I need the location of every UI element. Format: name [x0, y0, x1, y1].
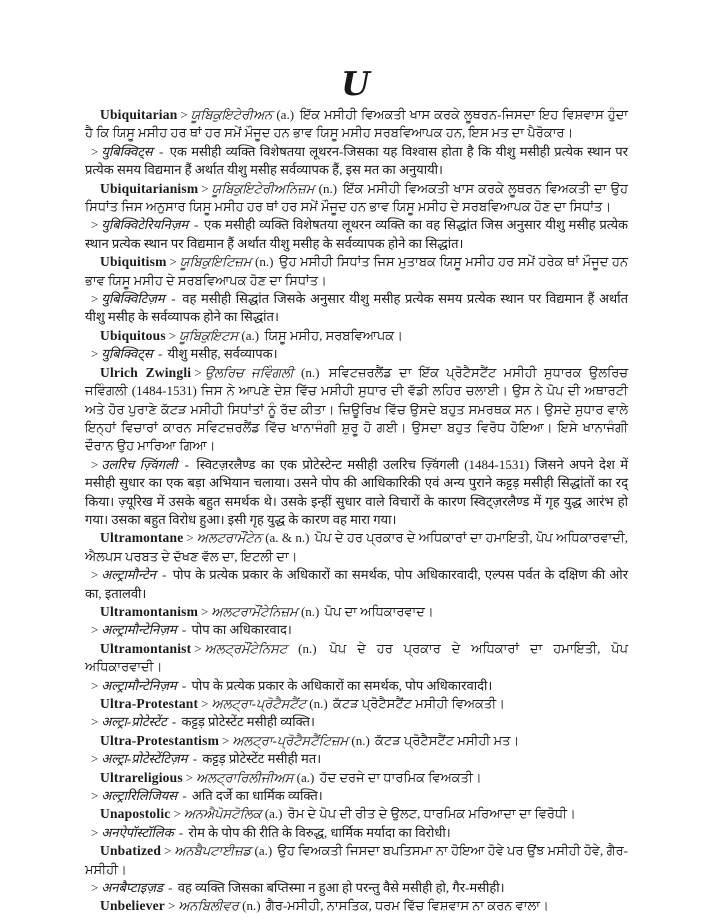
- dash-separator: -: [157, 346, 163, 362]
- greater-than-separator: >: [222, 732, 230, 748]
- definition-punjabi: ਕੱਟੜ ਪ੍ਰੋਟੈਸਟੈਂਟ ਮਸੀਹੀ ਮਤ।: [375, 732, 520, 748]
- entry-headword: Ultramontanist: [100, 640, 192, 656]
- definition-punjabi: ਪੋਪ ਦਾ ਅਧਿਕਾਰਵਾਦ।: [324, 603, 434, 619]
- dictionary-entry: [85, 106, 628, 180]
- definition-hindi: कट्टड़ प्रोटेस्टेंट मसीही मत।: [202, 751, 322, 767]
- entry-transliteration-punjabi: ਅਨਬਿਲੀਵਰ: [178, 898, 239, 914]
- entry-headword: Ubiquitarian: [100, 107, 178, 122]
- definition-punjabi: ਕੱਟੜ ਪ੍ਰੋਟੈਸਟੈਂਟ ਮਸੀਹੀ ਵਿਅਕਤੀ।: [332, 696, 505, 711]
- greater-than-separator: >: [186, 530, 194, 546]
- dictionary-entry: [85, 253, 628, 327]
- greater-than-separator: >: [201, 180, 209, 196]
- dictionary-entry: [85, 180, 628, 254]
- greater-than-separator: >: [91, 291, 99, 307]
- entry-headword: Ubiquitous: [100, 327, 166, 343]
- dictionary-entry: [85, 327, 628, 364]
- definition-hindi: पोप के प्रत्येक प्रकार के अधिकारों का समर्थक, पोप अधिकारवादी, एल्पस पर्वत के दक्षिण की ओर का, इतालवी।: [85, 567, 629, 601]
- entry-transliteration-hindi: युबिक्विट्स: [101, 143, 153, 159]
- entry-main-line: [85, 897, 628, 915]
- dash-separator: -: [171, 714, 177, 730]
- entry-transliteration-hindi: अल्ट्रामौन्टेनिज़म: [101, 677, 177, 693]
- entry-headword: Ultramontane: [100, 530, 184, 546]
- entry-transliteration-punjabi: ਅਨਬੈਪਟਾਈਜ਼ਡ: [174, 843, 252, 859]
- definition-hindi: पोप के प्रत्येक प्रकार के अधिकारों का समर्थक, पोप अधिकारवादी।: [191, 677, 493, 693]
- greater-than-separator: >: [91, 880, 99, 896]
- entry-main-line: [85, 769, 628, 787]
- definition-punjabi: ਯਿਸੂ ਮਸੀਹ, ਸਰਬਵਿਆਪਕ।: [264, 327, 403, 343]
- dictionary-entry: [85, 603, 628, 640]
- entry-main-line: [85, 603, 628, 621]
- entry-headword: Unapostolic: [100, 806, 171, 822]
- entry-transliteration-hindi: अल्ट्रा-प्रोटेस्टेंट: [101, 714, 167, 730]
- entry-transliteration-punjabi: ਉਲਰਿਚ ਜਵਿੰਗਲੀ: [204, 364, 294, 380]
- greater-than-separator: >: [201, 603, 209, 619]
- definition-punjabi: ਗੈਰ-ਮਸੀਹੀ, ਨਾਸਤਿਕ, ਧਰਮ ਵਿੱਚ ਵਿਸ਼ਵਾਸ ਨਾ ਕਰਨ ਵਾਲਾ।: [265, 898, 549, 914]
- entry-main-line: [85, 253, 628, 290]
- entry-transliteration-punjabi: ਅਲਟ੍ਰਾਰਿਲੀਜੀਅਸ: [196, 769, 294, 785]
- part-of-speech-label: (a. & n.): [265, 530, 310, 546]
- greater-than-separator: >: [91, 824, 99, 840]
- dictionary-entry: [85, 364, 628, 530]
- dash-separator: -: [162, 567, 167, 583]
- greater-than-separator: >: [169, 254, 177, 270]
- greater-than-separator: >: [91, 346, 99, 362]
- entry-headword: Ultrareligious: [100, 769, 183, 785]
- definition-punjabi: ਪੋਪ ਦੇ ਹਰ ਪ੍ਰਕਾਰ ਦੇ ਅਧਿਕਾਰਾਂ ਦਾ ਹਮਾਇਤੀ, ਪੋਪ ਅਧਿਕਾਰਵਾਦੀ, ਐਲਪਸ ਪਰਬਤ ਦੇ ਦੱਖਣ ਵੱਲ ਦਾ, ਇਟਲੀ ਦਾ।: [85, 530, 628, 564]
- section-letter-heading: U: [341, 64, 370, 103]
- entry-main-line: [85, 180, 628, 217]
- entry-headword: Ultra-Protestantism: [100, 732, 220, 748]
- dash-separator: -: [182, 788, 187, 804]
- entry-hindi-line: [85, 677, 628, 695]
- greater-than-separator: >: [91, 714, 99, 730]
- dash-separator: -: [181, 622, 187, 638]
- definition-hindi: एक मसीही व्यक्ति विशेषतया लूथरन-जिसका यह विश्वास होता है कि यीशु मसीही प्रत्येक स्थान पर प्रत्येक समय विद्यमान हैं अर्थात यीशु मसीह सर्वव्यापक हैं, इस मत का अनुयायी।: [85, 143, 629, 178]
- entry-hindi-line: [85, 713, 628, 731]
- entry-headword: Ultra-Protestant: [100, 696, 199, 711]
- dictionary-entry: [85, 529, 628, 603]
- entry-main-line: [85, 529, 628, 566]
- definition-hindi: एक मसीही व्यक्ति विशेषतया लूथरन व्यक्ति का वह सिद्धांत जिस अनुसार यीशु मसीह प्रत्येक स्थान प्रत्येक स्थान पर विद्यमान हैं अर्थात यीशु मसीह के सर्वव्यापक होने का सिद्धांत।: [85, 217, 629, 251]
- dictionary-entry: [85, 695, 628, 732]
- greater-than-separator: >: [180, 107, 188, 122]
- greater-than-separator: >: [201, 696, 209, 711]
- entry-hindi-line: [85, 290, 628, 327]
- dash-separator: -: [171, 291, 176, 307]
- entry-transliteration-punjabi: ਅਲਟ੍ਰਮੌਂਟੇਨਿਸਟ: [204, 640, 288, 656]
- entry-main-line: [85, 327, 628, 345]
- part-of-speech-label: (n.): [242, 898, 261, 914]
- greater-than-separator: >: [91, 788, 99, 804]
- part-of-speech-label: (n.): [309, 696, 328, 711]
- entry-main-line: [85, 805, 628, 823]
- part-of-speech-label: (a.): [241, 327, 260, 343]
- entry-transliteration-hindi: युबिक्विट्स: [101, 346, 153, 362]
- entry-transliteration-hindi: युबिक्विटिज़म: [101, 291, 165, 307]
- definition-hindi: कट्टड़ प्रोटेस्टेंट मसीही व्यक्ति।: [181, 714, 315, 730]
- dictionary-entry: [85, 769, 628, 806]
- greater-than-separator: >: [185, 769, 194, 785]
- definition-punjabi: ਪੋਪ ਦੇ ਹਰ ਪ੍ਰਕਾਰ ਦੇ ਅਧਿਕਾਰਾਂ ਦਾ ਹਮਾਇਤੀ, ਪੋਪ ਅਧਿਕਾਰਵਾਦੀ।: [85, 640, 629, 675]
- entry-transliteration-hindi: अल्ट्रामौन्टेनिज़म: [101, 622, 177, 638]
- part-of-speech-label: (a.): [276, 107, 295, 122]
- entry-main-line: [85, 732, 628, 750]
- entry-main-line: [85, 106, 628, 143]
- dash-separator: -: [181, 677, 187, 693]
- entry-hindi-line: [85, 345, 628, 363]
- entry-transliteration-hindi: उलरिच ज़्विंगली: [101, 456, 178, 472]
- definition-hindi: वह व्यक्ति जिसका बप्तिस्मा न हुआ हो परन्तु वैसे मसीही हो, गैर-मसीही।: [177, 880, 505, 896]
- entry-transliteration-hindi: अल्ट्रा-प्रोटेस्टेंटिज़म: [101, 751, 188, 767]
- entry-headword: Ubiquitarianism: [100, 180, 199, 196]
- part-of-speech-label: (n.): [318, 180, 338, 196]
- greater-than-separator: >: [168, 898, 176, 914]
- dash-separator: -: [192, 751, 198, 767]
- dictionary-entry: [85, 732, 628, 769]
- entry-headword: Ubiquitism: [100, 254, 167, 270]
- entry-transliteration-hindi: अनऐपॉस्टॉलिक: [101, 824, 174, 840]
- definition-punjabi: ਉਹ ਮਸੀਹੀ ਸਿਧਾਂਤ ਜਿਸ ਮੁਤਾਬਕ ਯਿਸੂ ਮਸੀਹ ਹਰ ਸਮੇਂ ਹਰੇਕ ਥਾਂ ਮੌਜੂਦ ਹਨ ਭਾਵ ਯਿਸੂ ਮਸੀਹ ਦੇ ਸਰਬਵਿਆਪਕ ਹੋਣ ਦਾ ਸਿਧਾਂਤ।: [85, 254, 629, 288]
- dash-separator: -: [193, 217, 199, 233]
- entry-transliteration-hindi: युबिक्विटेरियनिज़म: [101, 217, 189, 233]
- entry-headword: Ulrich Zwingli: [100, 364, 192, 380]
- entry-hindi-line: [85, 787, 628, 805]
- part-of-speech-label: (n.): [300, 603, 320, 619]
- greater-than-separator: >: [91, 456, 99, 472]
- entry-hindi-line: [85, 566, 628, 603]
- definition-hindi: रोम के पोप की रीति के विरुद्ध, धार्मिक मर्यादा का विरोधी।: [188, 824, 451, 840]
- entry-transliteration-punjabi: ਯੂਬਿਕੁਇਟਿਜ਼ਮ: [179, 254, 252, 270]
- entry-main-line: [85, 364, 628, 456]
- entry-main-line: [85, 640, 628, 677]
- greater-than-separator: >: [173, 806, 181, 822]
- entry-hindi-line: [85, 750, 628, 768]
- dash-separator: -: [178, 824, 184, 840]
- entry-main-line: [85, 695, 628, 713]
- dictionary-entry: [85, 805, 628, 842]
- definition-hindi: स्विटज़रलैण्ड का एक प्रोटेस्टेन्ट मसीही उलरिच ज़्विंगली (1484-1531) जिसने अपने देश में मसीही सुधार का एक बड़ा अभियान चलाया। उसने पोप की आधिकारिकी एवं अन्य पुराने कट्टड़ मसीही सिद्धांतों का रद् किया। ज़्यूरिख में उसके बहुत समर्थक थे। उसके इन्हीं सुधार वाले विचारों के कारण स्विट्ज़रलैण्ड में गृह युद्ध आरंभ हो गया। उसका बहुत विरोध हुआ। इसी गृह युद्ध के कारण वह मारा गया।: [85, 456, 628, 527]
- definition-hindi: वह मसीही सिद्धांत जिसके अनुसार यीशु मसीह प्रत्येक समय प्रत्येक स्थान पर विद्यमान हैं अर्थात यीशु मसीह के सर्वव्यापक होने का सिद्धांत।: [85, 291, 629, 325]
- part-of-speech-label: (a.): [296, 769, 315, 785]
- entry-transliteration-punjabi: ਅਨਐਪੋਸਟੋਲਿਕ: [183, 806, 262, 822]
- entry-transliteration-punjabi: ਯੂਬਿਕੁਇਟੇਰੀਅਨ: [190, 107, 273, 122]
- dictionary-entry: [85, 640, 628, 695]
- entry-transliteration-hindi: अनबैप्टाइज़ड: [101, 880, 163, 896]
- entry-hindi-line: [85, 456, 628, 530]
- greater-than-separator: >: [91, 567, 99, 583]
- definition-punjabi: ਹੱਦ ਦਰਜੇ ਦਾ ਧਾਰਮਿਕ ਵਿਅਕਤੀ।: [319, 769, 482, 785]
- definition-punjabi: ਉਹ ਵਿਅਕਤੀ ਜਿਸਦਾ ਬਪਤਿਸਮਾ ਨਾ ਹੋਇਆ ਹੋਵੇ ਪਰ ਉਂਝ ਮਸੀਹੀ ਹੋਵੇ, ਗੈਰ-ਮਸੀਹੀ।: [85, 843, 628, 877]
- definition-punjabi: ਸਵਿਟਜ਼ਰਲੈਂਡ ਦਾ ਇੱਕ ਪ੍ਰੋਟੈਸਟੈਂਟ ਮਸੀਹੀ ਸੁਧਾਰਕ ਉਲਰਿਚ ਜਵਿੰਗਲੀ (1484-1531) ਜਿਸ ਨੇ ਆਪਣੇ ਦੇਸ਼ ਵਿੱਚ ਮਸੀਹੀ ਸੁਧਾਰ ਦੀ ਵੱਡੀ ਲਹਿਰ ਚਲਾਈ। ਉਸ ਨੇ ਪੋਪ ਦੀ ਅਥਾਰਟੀ ਅਤੇ ਹੋਰ ਪੁਰਾਣੇ ਕੱਟੜ ਮਸੀਹੀ ਸਿਧਾਂਤਾਂ ਨੂੰ ਰੱਦ ਕੀਤਾ। ਜ਼ਿਊਰਿਖ ਵਿੱਚ ਉਸਦੇ ਬਹੁਤ ਸਮਰਥਕ ਸਨ। ਉਸਦੇ ਸੁਧਾਰ ਵਾਲੇ ਇਨ੍ਹਾਂ ਵਿਚਾਰਾਂ ਕਾਰਨ ਸਵਿਟਜ਼ਰਲੈਂਡ ਵਿੱਚ ਖਾਨਾਜੰਗੀ ਸ਼ੁਰੂ ਹੋ ਗਈ। ਉਸਦਾ ਬਹੁਤ ਵਿਰੋਧ ਹੋਇਆ। ਇਸੇ ਖਾਨਾਜੰਗੀ ਦੌਰਾਨ ਉਹ ਮਾਰਿਆ ਗਿਆ।: [85, 364, 629, 454]
- entry-hindi-line: [85, 216, 628, 253]
- part-of-speech-label: (n.): [298, 640, 317, 656]
- entry-transliteration-punjabi: ਅਲਟਰਾਮੌਂਟੇਨ: [196, 530, 262, 546]
- entry-transliteration-hindi: अल्ट्रामौन्टेन: [101, 567, 156, 583]
- entry-transliteration-punjabi: ਅਲਟ੍ਰਾ-ਪ੍ਰੋਟੈਸਟੈਂਟਿਜ਼ਮ: [232, 732, 349, 748]
- dictionary-entry: [85, 842, 628, 897]
- part-of-speech-label: (n.): [351, 732, 370, 748]
- part-of-speech-label: (n.): [301, 364, 320, 380]
- part-of-speech-label: (a.): [254, 843, 273, 859]
- dash-separator: -: [159, 143, 164, 159]
- greater-than-separator: >: [91, 751, 99, 767]
- entry-transliteration-punjabi: ਯੂਬਿਕੁਇਟਸ: [179, 327, 239, 343]
- entry-transliteration-punjabi: ਅਲਟਰਾਮੌਂਟੇਨਿਜ਼ਮ: [211, 603, 298, 619]
- greater-than-separator: >: [194, 364, 202, 380]
- greater-than-separator: >: [168, 327, 177, 343]
- entry-transliteration-hindi: अल्ट्रारिलिजियस: [101, 788, 178, 804]
- definition-hindi: अति दर्जे का धार्मिक व्यक्ति।: [191, 788, 323, 804]
- greater-than-separator: >: [194, 640, 202, 656]
- entry-transliteration-punjabi: ਯੂਬਿਕੁਇਟੇਰੀਅਨਿਜ਼ਮ: [211, 180, 315, 196]
- definition-punjabi: ਇੱਕ ਮਸੀਹੀ ਵਿਅਕਤੀ ਖਾਸ ਕਰਕੇ ਲੂਥਰਨ-ਜਿਸਦਾ ਇਹ ਵਿਸ਼ਵਾਸ ਹੁੰਦਾ ਹੈ ਕਿ ਯਿਸੂ ਮਸੀਹ ਹਰ ਥਾਂ ਹਰ ਸਮੇਂ ਮੌਜੂਦ ਹਨ ਭਾਵ ਯਿਸੂ ਮਸੀਹ ਸਰਬਵਿਆਪਕ ਹਨ, ਇਸ ਮਤ ਦਾ ਪੈਰੋਕਾਰ।: [85, 107, 629, 141]
- greater-than-separator: >: [91, 143, 99, 159]
- entry-hindi-line: [85, 621, 628, 639]
- definition-punjabi: ਇੱਕ ਮਸੀਹੀ ਵਿਅਕਤੀ ਖਾਸ ਕਰਕੇ ਲੂਥਰਨ ਵਿਅਕਤੀ ਦਾ ਉਹ ਸਿਧਾਂਤ ਜਿਸ ਅਨੁਸਾਰ ਯਿਸੂ ਮਸੀਹ ਹਰ ਥਾਂ ਹਰ ਸਮੇਂ ਮੌਜੂਦ ਹਨ ਭਾਵ ਯਿਸੂ ਮਸੀਹ ਦੇ ਸਰਬਵਿਆਪਕ ਹੋਣ ਦਾ ਸਿਧਾਂਤ।: [85, 180, 628, 215]
- part-of-speech-label: (a.): [264, 806, 283, 822]
- definition-hindi: पोप का अधिकारवाद।: [191, 622, 292, 638]
- part-of-speech-label: (n.): [255, 254, 274, 270]
- entry-hindi-line: [85, 879, 628, 897]
- dash-separator: -: [184, 456, 189, 472]
- entry-headword: Unbatized: [100, 843, 162, 859]
- entries-list: [85, 106, 628, 916]
- entry-headword: Unbeliever: [100, 898, 165, 914]
- definition-punjabi: ਰੋਮ ਦੇ ਪੋਪ ਦੀ ਰੀਤ ਦੇ ਉਲਟ, ਧਾਰਮਿਕ ਮਰਿਆਦਾ ਦਾ ਵਿਰੋਧੀ।: [287, 806, 576, 822]
- greater-than-separator: >: [91, 217, 99, 233]
- greater-than-separator: >: [91, 622, 99, 638]
- greater-than-separator: >: [164, 843, 172, 859]
- entry-main-line: [85, 842, 628, 879]
- entry-transliteration-punjabi: ਅਲਟ੍ਰਾ-ਪ੍ਰੋਟੈਸਟੈਂਟ: [211, 696, 307, 711]
- dash-separator: -: [168, 880, 173, 896]
- entry-hindi-line: [85, 143, 628, 180]
- dictionary-entry: [85, 897, 628, 915]
- greater-than-separator: >: [91, 677, 99, 693]
- definition-hindi: यीशु मसीह, सर्वव्यापक।: [167, 346, 278, 362]
- entry-headword: Ultramontanism: [100, 603, 199, 619]
- entry-hindi-line: [85, 824, 628, 842]
